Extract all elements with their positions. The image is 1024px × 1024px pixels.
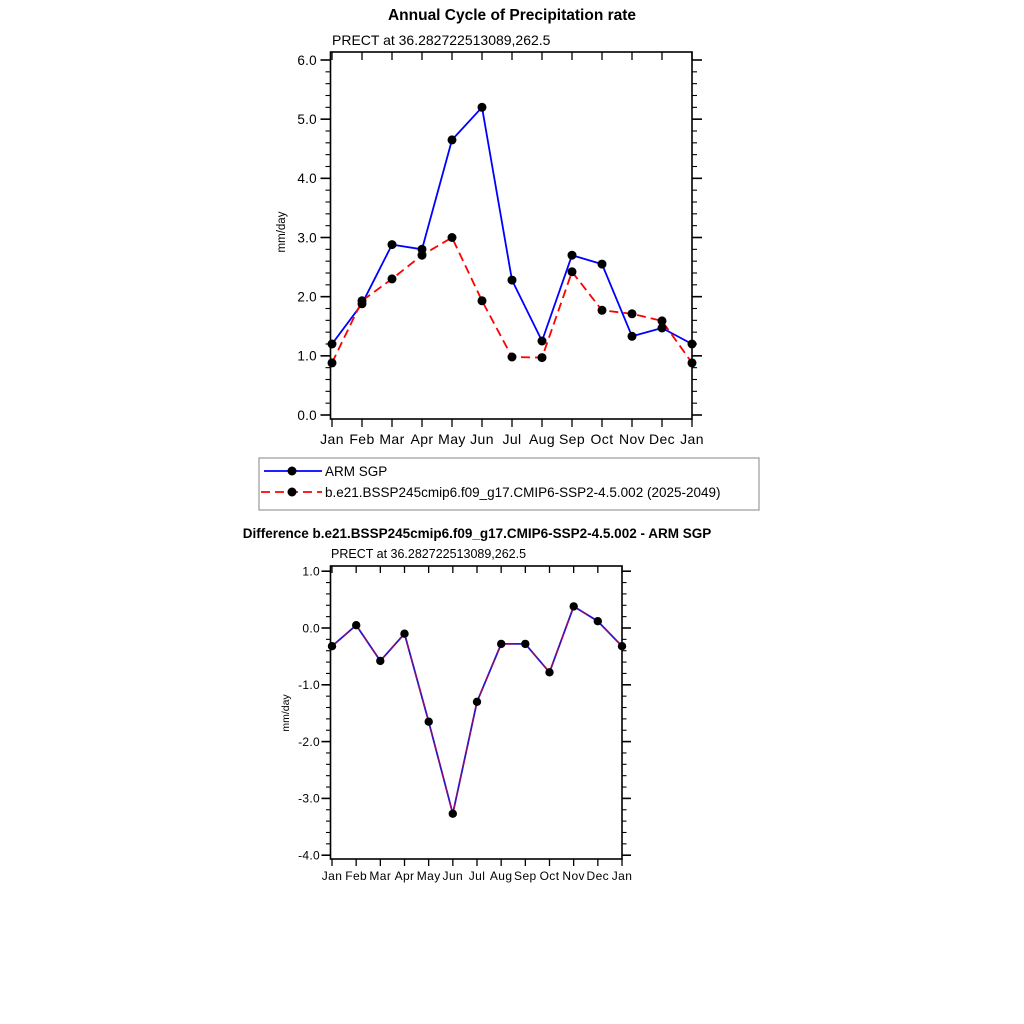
data-point-series1-Jun-5	[478, 296, 487, 305]
month-label: Jan	[320, 431, 344, 447]
data-point-series0-Jun-5	[449, 810, 457, 818]
month-label: Jul	[468, 869, 486, 883]
y-axis-tick-label: 0.0	[302, 621, 320, 636]
month-label: Jun	[442, 869, 464, 883]
bottom-chart-title: Difference b.e21.BSSP245cmip6.f09_g17.CMIP6-SSP2-4.5.002 - ARM SGP	[242, 526, 712, 541]
y-axis-tick-label: 5.0	[297, 112, 317, 128]
data-point-series0-Oct-9	[598, 260, 607, 269]
series-line-0	[332, 107, 692, 344]
month-label: Dec	[648, 431, 676, 447]
legend-label-model: b.e21.BSSP245cmip6.f09_g17.CMIP6-SSP2-4.5.002 (2025-2049)	[325, 485, 721, 500]
data-point-series0-Nov-10	[570, 602, 578, 610]
month-label: Apr	[394, 869, 415, 883]
data-point-series1-May-4	[448, 233, 457, 242]
data-point-series1-Jul-6	[508, 353, 517, 362]
data-point-series0-Apr-3	[400, 630, 408, 638]
y-axis-tick-label: -4.0	[298, 848, 320, 863]
data-point-series0-Mar-2	[388, 240, 397, 249]
y-axis-tick-label: 1.0	[302, 564, 320, 579]
month-label: Nov	[562, 869, 585, 883]
data-point-series0-Sep-8	[521, 640, 529, 648]
month-label: Jan	[611, 869, 633, 883]
data-point-series0-May-4	[425, 718, 433, 726]
data-point-series0-Jan-12	[688, 340, 697, 349]
data-point-series0-Dec-11	[594, 617, 602, 625]
top-chart-plot-area	[297, 52, 704, 447]
top-chart-title: Annual Cycle of Precipitation rate	[387, 7, 637, 24]
month-label: Aug	[489, 869, 513, 883]
data-point-series1-Nov-10	[628, 309, 637, 318]
series-line-0	[332, 606, 622, 813]
y-axis-tick-label: 3.0	[297, 230, 317, 246]
legend	[259, 458, 759, 510]
data-point-series1-Jan-12	[688, 358, 697, 367]
month-label: Aug	[528, 431, 556, 447]
data-point-series1-Oct-9	[598, 306, 607, 315]
month-label: Mar	[369, 869, 392, 883]
legend-marker-arm-sgp	[288, 467, 297, 476]
month-label: May	[438, 431, 466, 447]
month-label: Mar	[379, 431, 405, 447]
y-axis-tick-label: 2.0	[297, 289, 317, 305]
bottom-chart-plot-area	[298, 565, 632, 883]
data-point-series0-Oct-9	[545, 668, 553, 676]
data-point-series1-Mar-2	[388, 274, 397, 283]
month-label: Jun	[470, 431, 494, 447]
data-point-series0-Mar-2	[376, 657, 384, 665]
month-label: Oct	[590, 431, 614, 447]
y-axis-tick-label: 4.0	[297, 171, 317, 187]
data-point-series1-Aug-7	[538, 353, 547, 362]
month-label: Nov	[618, 431, 646, 447]
plot-box	[331, 52, 693, 419]
y-axis-tick-label: 1.0	[297, 348, 317, 364]
month-label: Dec	[586, 869, 610, 883]
data-point-series0-Jul-6	[508, 276, 517, 285]
month-label: Oct	[539, 869, 560, 883]
series-line-overlay-0	[332, 606, 622, 813]
month-label: Feb	[345, 869, 368, 883]
data-point-series0-Sep-8	[568, 251, 577, 260]
data-point-series1-Apr-3	[418, 251, 427, 260]
data-point-series0-Feb-1	[352, 621, 360, 629]
month-label: Sep	[558, 431, 586, 447]
data-point-series1-Sep-8	[568, 267, 577, 276]
bottom-chart-y-axis-unit: mm/day	[280, 694, 292, 732]
month-label: Apr	[410, 431, 434, 447]
month-label: Jul	[502, 431, 522, 447]
month-label: May	[416, 869, 441, 883]
y-axis-tick-label: -3.0	[298, 791, 320, 806]
y-axis-tick-label: 6.0	[297, 52, 317, 68]
y-axis-tick-label: -2.0	[298, 734, 320, 749]
data-point-series0-Jan-0	[328, 642, 336, 650]
y-axis-tick-label: 0.0	[297, 407, 317, 423]
data-point-series0-Jul-6	[473, 698, 481, 706]
data-point-series1-Feb-1	[358, 296, 367, 305]
bottom-chart-subtitle: PRECT at 36.282722513089,262.5	[331, 547, 527, 561]
month-label: Sep	[514, 869, 537, 883]
data-point-series0-Jun-5	[478, 103, 487, 112]
month-label: Jan	[321, 869, 343, 883]
top-chart-subtitle: PRECT at 36.282722513089,262.5	[332, 32, 551, 48]
month-label: Feb	[349, 431, 375, 447]
legend-marker-model	[288, 488, 297, 497]
legend-label-arm-sgp: ARM SGP	[325, 464, 388, 479]
data-point-series0-Aug-7	[497, 640, 505, 648]
data-point-series0-Jan-12	[618, 642, 626, 650]
y-axis-tick-label: -1.0	[298, 678, 320, 693]
data-point-series0-May-4	[448, 135, 457, 144]
data-point-series1-Dec-11	[658, 316, 667, 325]
month-label: Jan	[680, 431, 704, 447]
data-point-series0-Nov-10	[628, 332, 637, 341]
data-point-series1-Jan-0	[328, 358, 337, 367]
top-chart-y-axis-unit: mm/day	[276, 211, 288, 253]
data-point-series0-Jan-0	[328, 340, 337, 349]
data-point-series0-Aug-7	[538, 337, 547, 346]
